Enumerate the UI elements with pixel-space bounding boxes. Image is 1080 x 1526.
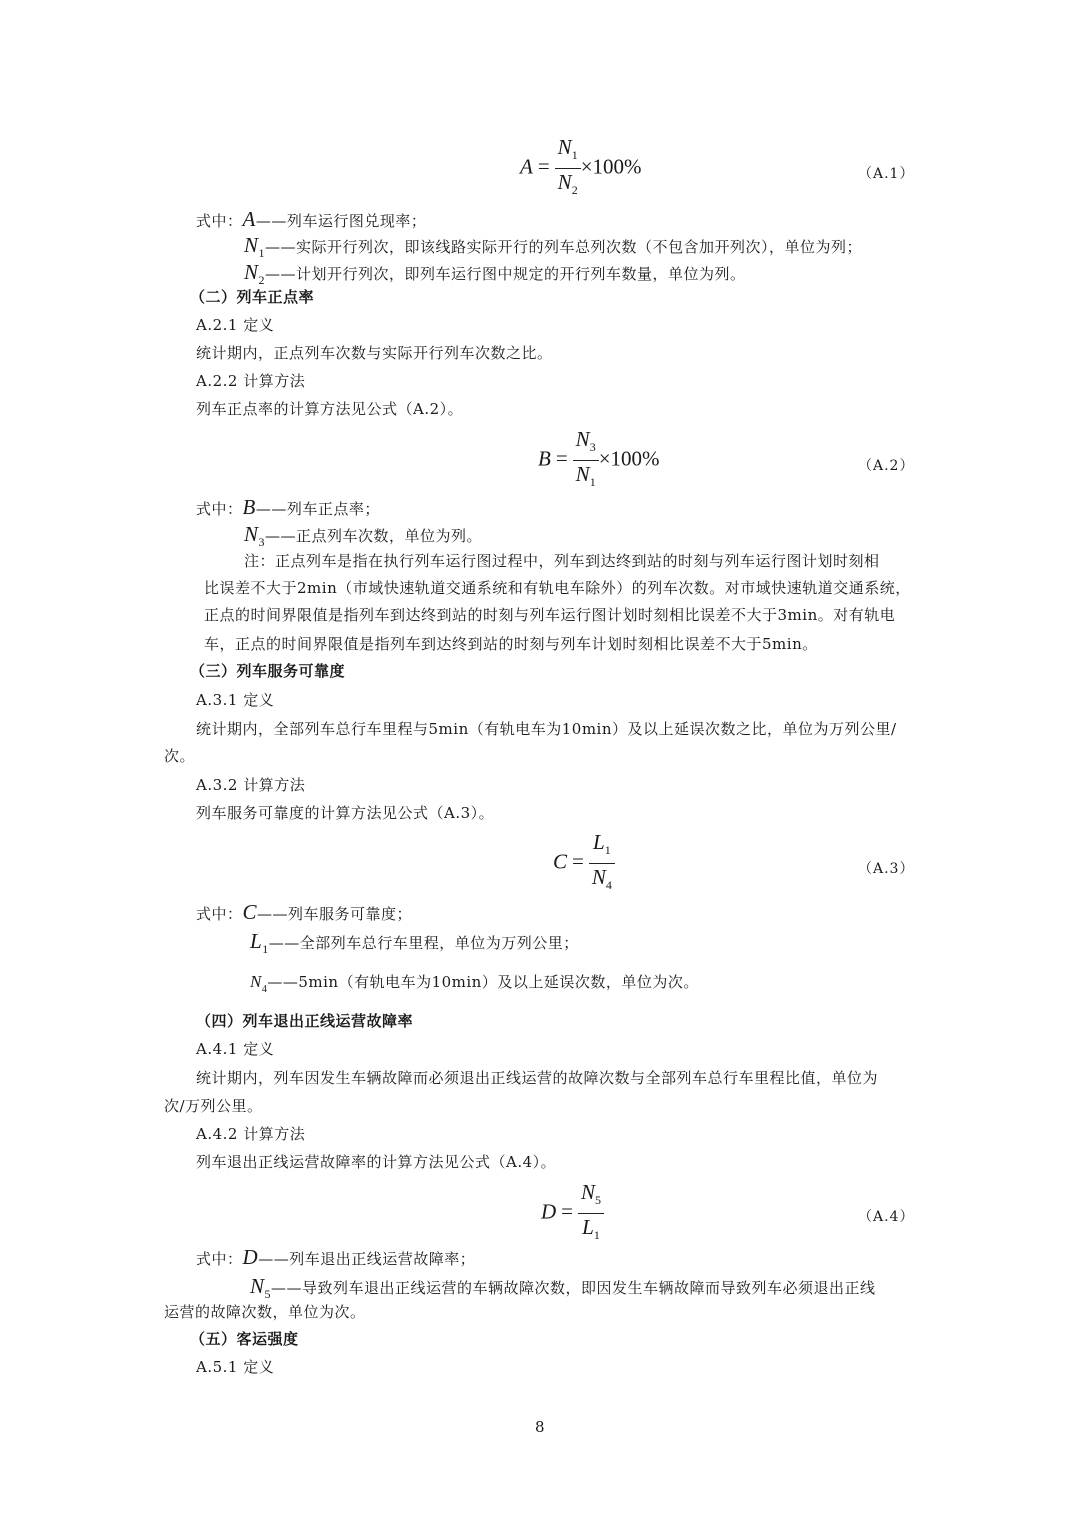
eq-a1-fraction: $\frac{N_1}{N_2}$: [555, 135, 581, 202]
where-a4-row2-cont: 运营的故障次数，单位为次。: [164, 1303, 366, 1321]
eq-a3-numerator: L: [593, 830, 605, 854]
eq-a3-fraction: $\frac{L_1}{N_4}$: [589, 830, 615, 897]
page-number: 8: [535, 1418, 545, 1436]
sec3-def-text-1: 统计期内，全部列车总行车里程与5min（有轨电车为10min）及以上延误次数之比，单位为万列公里/: [196, 720, 897, 738]
eq-a2-factor: ×100%: [598, 446, 660, 471]
where-a4-row2: $N_5——$导致列车退出正线运营的车辆故障次数，即因发生车辆故障而导致列车必须退出正线: [250, 1274, 876, 1301]
eq-a3-number: （A.3）: [858, 861, 915, 877]
where-a3-row2: $L_1——$全部列车总行车里程，单位为万列公里；: [250, 929, 579, 956]
eq-a1-lhs: A: [520, 154, 533, 179]
sec2-calc-label: A.2.2 计算方法: [196, 372, 306, 390]
sec3-def-label: A.3.1 定义: [196, 691, 275, 709]
eq-a2-lhs: B: [538, 446, 551, 471]
sec5-heading: （五）客运强度: [190, 1330, 299, 1348]
sec2-def-text: 统计期内，正点列车次数与实际开行列车次数之比。: [196, 344, 553, 362]
equation-a2: B = $\frac{N_3}{N_1}$ ×100%: [538, 427, 660, 494]
sec4-def-label: A.4.1 定义: [196, 1040, 275, 1058]
eq-a2-fraction: $\frac{N_3}{N_1}$: [573, 427, 599, 494]
eq-a1-factor: ×100%: [580, 154, 642, 179]
eq-a1-denominator: N: [557, 170, 572, 194]
where-a1-row1: 式中：A——列车运行图兑现率；: [196, 207, 427, 231]
eq-a3-lhs: C: [553, 849, 568, 874]
eq-a4-lhs: D: [541, 1199, 557, 1224]
where-a1-row3: $N_2——$计划开行列次，即列车运行图中规定的开行列车数量，单位为列。: [244, 260, 746, 287]
where-a3-row1: 式中：C——列车服务可靠度；: [196, 900, 413, 924]
eq-a4-numerator: N: [581, 1180, 596, 1204]
sec5-def-label: A.5.1 定义: [196, 1358, 275, 1376]
eq-a4-denominator: L: [582, 1215, 594, 1239]
note-line-3: 正点的时间界限值是指列车到达终到站的时刻与列车运行图计划时刻相比误差不大于3min。对有轨电: [204, 606, 896, 624]
sec3-heading: （三）列车服务可靠度: [190, 662, 346, 680]
where-a2-row2: $N_3——$正点列车次数，单位为列。: [244, 522, 483, 549]
eq-a4-fraction: $\frac{N_5}{L_1}$: [578, 1180, 604, 1247]
eq-a2-number: （A.2）: [858, 458, 915, 474]
note-line-4: 车，正点的时间界限值是指列车到达终到站的时刻与列车计划时刻相比误差不大于5min。: [204, 635, 818, 653]
equation-a1: A = $\frac{N_1}{N_2}$ ×100%: [520, 135, 642, 202]
eq-a1-number: （A.1）: [858, 166, 915, 182]
note-line-1: 注：正点列车是指在执行列车运行图过程中，列车到达终到站的时刻与列车运行图计划时刻相: [244, 552, 880, 570]
where-a2-row1: 式中：B——列车正点率；: [196, 495, 380, 519]
sec2-calc-text: 列车正点率的计算方法见公式（A.2）。: [196, 400, 464, 418]
sec3-calc-label: A.3.2 计算方法: [196, 776, 306, 794]
sec3-calc-text: 列车服务可靠度的计算方法见公式（A.3）。: [196, 804, 495, 822]
where-a1-row2: $N_1——$实际开行列次，即该线路实际开行的列车总列次数（不包含加开列次），单位为列；: [244, 233, 863, 260]
sec2-def-label: A.2.1 定义: [196, 316, 275, 334]
sec4-def-text-2: 次/万列公里。: [164, 1097, 263, 1115]
eq-a4-number: （A.4）: [858, 1209, 915, 1225]
equation-a4: D = $\frac{N_5}{L_1}$: [541, 1180, 604, 1247]
sec3-def-text-2: 次。: [164, 747, 196, 765]
where-a3-row3: $N_4——5\min$（有轨电车为10min）及以上延误次数，单位为次。: [250, 972, 699, 995]
eq-a2-numerator: N: [575, 427, 590, 451]
equation-a3: C = $\frac{L_1}{N_4}$: [553, 830, 615, 897]
sec2-heading: （二）列车正点率: [190, 288, 315, 306]
eq-a2-denominator: N: [575, 462, 590, 486]
sec4-def-text-1: 统计期内，列车因发生车辆故障而必须退出正线运营的故障次数与全部列车总行车里程比值，单位为: [196, 1069, 879, 1087]
sec4-heading: （四）列车退出正线运营故障率: [196, 1012, 414, 1030]
where-a4-row1: 式中：D——列车退出正线运营故障率；: [196, 1245, 476, 1269]
sec4-calc-label: A.4.2 计算方法: [196, 1125, 306, 1143]
eq-a3-denominator: N: [591, 865, 606, 889]
note-line-2: 比误差不大于2min（市域快速轨道交通系统和有轨电车除外）的列车次数。对市域快速轨道交通系统，: [204, 579, 911, 597]
eq-a1-numerator: N: [557, 135, 572, 159]
sec4-calc-text: 列车退出正线运营故障率的计算方法见公式（A.4）。: [196, 1153, 557, 1171]
